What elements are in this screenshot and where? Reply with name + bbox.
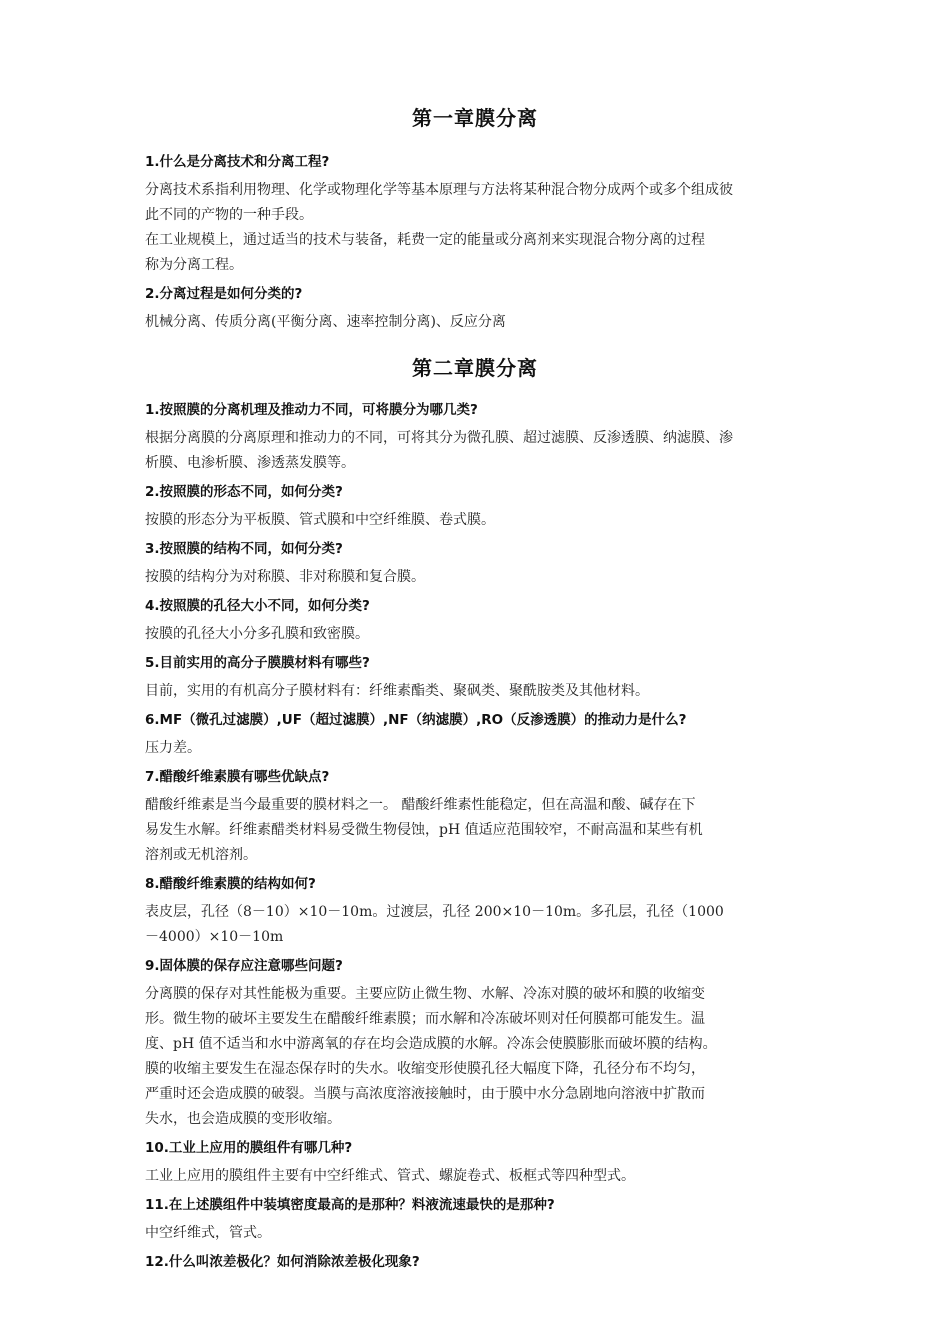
question-2-2: 2.按照膜的形态不同，如何分类?: [145, 484, 343, 500]
answer-line: 膜的收缩主要发生在湿态保存时的失水。收缩变形使膜孔径大幅度下降，孔径分布不均匀，: [145, 1061, 705, 1077]
answer-line: 在工业规模上，通过适当的技术与装备，耗费一定的能量或分离剂来实现混合物分离的过程: [145, 232, 705, 248]
chapter-1-title: 第一章膜分离: [412, 106, 538, 130]
question-2-10: 10.工业上应用的膜组件有哪几种?: [145, 1140, 353, 1156]
chapter-1-content: [145, 152, 813, 335]
question-2-4: 4.按照膜的孔径大小不同，如何分类?: [145, 598, 370, 614]
question-2-9: 9.固体膜的保存应注意哪些问题?: [145, 958, 343, 974]
answer-line: 称为分离工程。: [145, 257, 243, 273]
answer-line: 根据分离膜的分离原理和推动力的不同，可将其分为微孔膜、超过滤膜、反渗透膜、纳滤膜、渗: [145, 430, 733, 446]
question-2-3: 3.按照膜的结构不同，如何分类?: [145, 541, 343, 557]
answer-line: 度、pH 值不适当和水中游离氧的存在均会造成膜的水解。冷冻会使膜膨胀而破坏膜的结构。: [145, 1036, 717, 1052]
question-2-8: 8.醋酸纤维素膜的结构如何?: [145, 876, 316, 892]
question-1-1: 1.什么是分离技术和分离工程?: [145, 154, 330, 170]
answer-line: 析膜、电渗析膜、渗透蒸发膜等。: [145, 455, 355, 471]
answer-line: 分离技术系指利用物理、化学或物理化学等基本原理与方法将某种混合物分成两个或多个组成彼: [145, 182, 733, 198]
answer-line: 按膜的孔径大小分多孔膜和致密膜。: [145, 626, 369, 642]
question-2-7: 7.醋酸纤维素膜有哪些优缺点?: [145, 769, 330, 785]
answer-line: 醋酸纤维素是当今最重要的膜材料之一。 醋酸纤维素性能稳定，但在高温和酸、碱存在下: [145, 797, 696, 813]
answer-line: 此不同的产物的一种手段。: [145, 207, 313, 223]
chapter-2-content: [145, 400, 813, 1278]
answer-line: 易发生水解。纤维素醋类材料易受微生物侵蚀，pH 值适应范围较窄，不耐高温和某些有机: [145, 822, 703, 838]
answer-line: 严重时还会造成膜的破裂。当膜与高浓度溶液接触时，由于膜中水分急剧地向溶液中扩散而: [145, 1086, 705, 1102]
question-2-5: 5.目前实用的高分子膜膜材料有哪些?: [145, 655, 370, 671]
answer-line: 溶剂或无机溶剂。: [145, 847, 257, 863]
answer-line: 按膜的形态分为平板膜、管式膜和中空纤维膜、卷式膜。: [145, 512, 495, 528]
answer-line: －4000）×10－10m: [145, 929, 284, 945]
question-2-6: 6.MF（微孔过滤膜）,UF（超过滤膜）,NF（纳滤膜）,RO（反渗透膜）的推动力是什么?: [145, 712, 687, 728]
question-1-2: 2.分离过程是如何分类的?: [145, 286, 303, 302]
answer-line: 按膜的结构分为对称膜、非对称膜和复合膜。: [145, 569, 425, 585]
question-2-12: 12.什么叫浓差极化？如何消除浓差极化现象?: [145, 1254, 420, 1270]
chapter-2-title: 第二章膜分离: [412, 356, 538, 380]
answer-line: 目前，实用的有机高分子膜材料有：纤维素酯类、聚砜类、聚酰胺类及其他材料。: [145, 683, 649, 699]
answer-line: 机械分离、传质分离(平衡分离、速率控制分离)、反应分离: [145, 314, 506, 330]
question-2-1: 1.按照膜的分离机理及推动力不同，可将膜分为哪几类?: [145, 402, 478, 418]
answer-line: 表皮层，孔径（8－10）×10－10m。过渡层，孔径 200×10－10m。多孔层，孔径（1000: [145, 904, 724, 920]
answer-line: 分离膜的保存对其性能极为重要。主要应防止微生物、水解、冷冻对膜的破坏和膜的收缩变: [145, 986, 705, 1002]
answer-line: 中空纤维式，管式。: [145, 1225, 271, 1241]
answer-line: 工业上应用的膜组件主要有中空纤维式、管式、螺旋卷式、板框式等四种型式。: [145, 1168, 635, 1184]
answer-line: 压力差。: [145, 740, 201, 756]
answer-line: 失水，也会造成膜的变形收缩。: [145, 1111, 341, 1127]
answer-line: 形。微生物的破坏主要发生在醋酸纤维素膜；而水解和冷冻破坏则对任何膜都可能发生。温: [145, 1011, 705, 1027]
question-2-11: 11.在上述膜组件中装填密度最高的是那种？料液流速最快的是那种?: [145, 1197, 555, 1213]
